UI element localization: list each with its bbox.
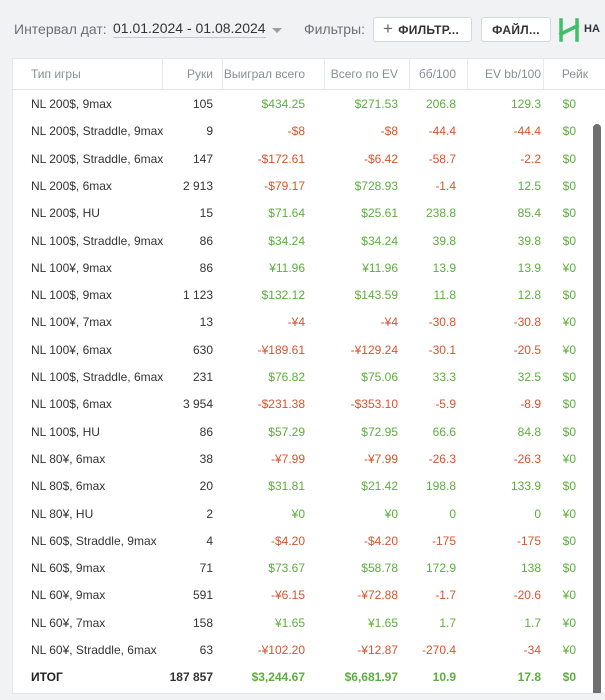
col-bb100-cell: 66.6 (432, 424, 456, 439)
col-game-type-cell: NL 60¥, Straddle, 6max (31, 643, 157, 657)
col-ev-bb100-cell: 85.4 (517, 206, 541, 221)
col-rake-cell: ¥0 (562, 451, 576, 466)
col-won-total-cell: $73.67 (268, 561, 305, 576)
col-bb100-cell: 13.9 (432, 260, 456, 275)
col-game-type-header[interactable]: Тип игры (31, 67, 81, 81)
add-filter-button[interactable] (373, 17, 472, 42)
col-rake-cell: $0 (562, 370, 576, 384)
col-ev-total-cell: $58.78 (361, 561, 398, 576)
col-game-type-cell: NL 100¥, 9max (31, 260, 112, 275)
col-bb100-cell: -5.9 (435, 397, 456, 412)
col-won-total-cell: -¥189.61 (257, 342, 305, 357)
col-game-type-cell: NL 60$, 9max (31, 561, 106, 576)
col-ev-total-cell: -¥4 (380, 315, 398, 330)
col-ev-total-cell: $728.93 (354, 178, 398, 193)
col-ev-bb100-cell: -26.3 (513, 451, 541, 466)
col-hands-cell: 13 (199, 315, 213, 330)
col-hands-cell: 15 (199, 206, 213, 221)
col-ev-bb100-cell: 84.8 (517, 424, 541, 439)
col-ev-total-header[interactable]: Всего по EV (330, 67, 398, 81)
col-game-type-cell: NL 60¥, 7max (31, 615, 106, 630)
col-hands-cell: 105 (192, 97, 213, 111)
col-game-type-cell: NL 100¥, 7max (31, 315, 112, 330)
col-hands-cell: 3 954 (182, 397, 213, 412)
col-game-type-cell: NL 200$, Straddle, 6max (31, 151, 164, 166)
col-bb100-cell: 39.8 (432, 233, 456, 248)
table-row[interactable] (13, 445, 605, 472)
col-bb100-cell: 10.9 (432, 670, 456, 685)
col-game-type-cell: NL 100$, Straddle, 9max (31, 233, 164, 248)
table-row[interactable] (13, 117, 605, 144)
col-ev-total-cell: $21.42 (361, 479, 398, 494)
col-won-total-cell: -$8 (287, 124, 305, 139)
col-ev-bb100-cell: 1.7 (524, 615, 541, 630)
col-ev-total-cell: ¥1.65 (367, 615, 398, 630)
col-hands-cell: 71 (199, 561, 213, 576)
col-hands-cell: 86 (199, 424, 213, 439)
col-bb100-cell: -30.8 (428, 315, 456, 330)
col-bb100-cell: 1.7 (439, 615, 456, 630)
table-total-row[interactable] (13, 663, 605, 690)
col-ev-total-cell: $271.53 (354, 97, 398, 111)
col-bb100-cell: -1.7 (435, 588, 456, 603)
col-hands-header[interactable]: Руки (187, 67, 213, 81)
filters-label: Фильтры: (304, 21, 365, 37)
table-row[interactable] (13, 636, 605, 663)
col-ev-bb100-cell: 133.9 (510, 479, 541, 494)
col-rake-cell: $0 (562, 178, 576, 193)
filter-bar (0, 0, 605, 58)
col-ev-bb100-cell: -20.6 (513, 588, 541, 603)
col-rake-cell: $0 (562, 288, 576, 303)
logo-text: НА (584, 23, 600, 35)
plus-icon: + (383, 18, 394, 38)
col-bb100-cell: 33.3 (432, 370, 456, 384)
col-won-total-cell: $71.64 (268, 206, 305, 221)
col-ev-total-cell: $72.95 (361, 424, 398, 439)
col-game-type-cell: NL 200$, HU (31, 206, 100, 221)
col-ev-bb100-cell: 12.8 (517, 288, 541, 303)
col-bb100-cell: -175 (431, 533, 456, 548)
col-ev-total-cell: -¥12.87 (357, 643, 398, 657)
col-bb100-cell: 172.9 (425, 561, 456, 576)
col-ev-bb100-cell: -2.2 (520, 151, 541, 166)
col-ev-total-cell: -$8 (380, 124, 398, 139)
app-logo-icon (558, 18, 580, 42)
table-row[interactable] (13, 90, 605, 117)
col-won-total-cell: $3,244.67 (251, 670, 305, 685)
header-separator (543, 59, 544, 89)
col-won-total-cell: -$231.38 (257, 397, 305, 412)
col-rake-cell: $0 (562, 533, 576, 548)
col-bb100-cell: -30.1 (428, 342, 456, 357)
header-separator (467, 59, 468, 89)
header-separator (409, 59, 410, 89)
col-game-type-cell: NL 80¥, 6max (31, 451, 106, 466)
col-game-type-cell: NL 100$, HU (31, 424, 100, 439)
col-hands-cell: 38 (199, 451, 213, 466)
col-ev-total-cell: -¥7.99 (363, 451, 398, 466)
col-won-total-cell: $434.25 (261, 97, 305, 111)
col-hands-cell: 9 (206, 124, 213, 139)
col-ev-bb100-cell: 129.3 (510, 97, 541, 111)
col-rake-cell: ¥0 (562, 506, 576, 521)
col-rake-cell: $0 (562, 97, 576, 111)
col-bb100-cell: -58.7 (428, 151, 456, 166)
col-rake-cell: ¥0 (562, 643, 576, 657)
table-row[interactable] (13, 254, 605, 281)
table-row[interactable] (13, 227, 605, 254)
col-ev-total-cell: -$6.42 (363, 151, 398, 166)
col-rake-cell: ¥0 (562, 342, 576, 357)
col-won-total-cell: ¥1.65 (274, 615, 305, 630)
table-row[interactable] (13, 145, 605, 172)
col-ev-bb100-cell: 32.5 (517, 370, 541, 384)
stats-table (12, 58, 605, 694)
col-rake-cell: $0 (562, 424, 576, 439)
col-rake-header[interactable]: Рейк (561, 67, 588, 81)
date-range-select[interactable] (113, 18, 282, 40)
col-hands-cell: 86 (199, 233, 213, 248)
col-won-total-cell: $76.82 (268, 370, 305, 384)
col-rake-cell: $0 (562, 206, 576, 221)
table-row[interactable] (13, 281, 605, 308)
col-ev-bb100-cell: 17.8 (517, 670, 541, 685)
col-ev-total-cell: $75.06 (361, 370, 398, 384)
col-rake-cell: $0 (562, 397, 576, 412)
col-ev-total-cell: -¥72.88 (357, 588, 398, 603)
col-bb100-cell: 0 (449, 506, 456, 521)
col-game-type-cell: NL 100$, 6max (31, 397, 112, 412)
col-bb100-cell: 198.8 (425, 479, 456, 494)
add-filter-label: ФИЛЬТР... (398, 22, 460, 37)
col-won-total-cell: $34.24 (268, 233, 305, 248)
vertical-scrollbar[interactable] (593, 124, 601, 694)
col-hands-cell: 2 (206, 506, 213, 521)
col-hands-cell: 2 913 (182, 178, 213, 193)
col-rake-cell: $0 (562, 561, 576, 576)
table-row[interactable] (13, 336, 605, 363)
col-ev-total-cell: -¥129.24 (350, 342, 398, 357)
col-rake-cell: $0 (562, 670, 576, 685)
header-separator (324, 59, 325, 89)
table-row[interactable] (13, 308, 605, 335)
col-game-type-cell: NL 80¥, HU (31, 506, 94, 521)
col-won-total-cell: ¥11.96 (269, 260, 305, 275)
col-ev-bb100-cell: -30.8 (513, 315, 541, 330)
table-row[interactable] (13, 390, 605, 417)
table-row[interactable] (13, 554, 605, 581)
col-hands-cell: 187 857 (169, 670, 213, 685)
col-bb100-cell: -270.4 (421, 643, 456, 657)
file-button-label: ФАЙЛ... (492, 22, 540, 37)
col-bb100-cell: -44.4 (428, 124, 456, 139)
col-ev-bb100-cell: 39.8 (517, 233, 541, 248)
col-ev-total-cell: $34.24 (361, 233, 398, 248)
col-bb100-cell: -1.4 (435, 178, 456, 193)
col-game-type-cell: NL 200$, 6max (31, 178, 112, 193)
col-hands-cell: 20 (199, 479, 213, 494)
col-ev-total-cell: -$4.20 (363, 533, 398, 548)
col-game-type-cell: NL 200$, Straddle, 9max (31, 124, 164, 139)
col-ev-total-cell: ¥11.96 (362, 260, 398, 275)
col-game-type-cell: ИТОГ (31, 670, 63, 685)
col-game-type-cell: NL 60$, Straddle, 9max (31, 533, 157, 548)
table-row[interactable] (13, 472, 605, 499)
col-bb100-cell: 206.8 (425, 97, 456, 111)
file-button[interactable] (481, 17, 551, 42)
col-ev-total-cell: $25.61 (361, 206, 398, 221)
col-game-type-cell: NL 200$, 9max (31, 97, 112, 111)
col-won-total-cell: $57.29 (268, 424, 305, 439)
table-row[interactable] (13, 527, 605, 554)
col-hands-cell: 63 (199, 643, 213, 657)
col-won-total-cell: -¥102.20 (257, 643, 305, 657)
table-header (13, 59, 605, 90)
col-rake-cell: $0 (562, 479, 576, 494)
col-ev-total-cell: $6,681.97 (344, 670, 398, 685)
col-bb100-header[interactable]: бб/100 (418, 67, 456, 81)
col-hands-cell: 591 (192, 588, 213, 603)
col-ev-bb100-cell: 0 (534, 506, 541, 521)
col-won-total-cell: $132.12 (261, 288, 305, 303)
col-won-total-cell: -$172.61 (257, 151, 305, 166)
col-won-total-cell: $31.81 (268, 479, 305, 494)
col-hands-cell: 147 (192, 151, 213, 166)
table-row[interactable] (13, 363, 605, 390)
table-row[interactable] (13, 581, 605, 608)
col-ev-bb100-cell: 13.9 (517, 260, 541, 275)
col-won-total-cell: -$79.17 (264, 178, 305, 193)
col-rake-cell: $0 (562, 151, 576, 166)
col-ev-bb100-cell: 138 (520, 561, 541, 576)
col-hands-cell: 86 (199, 260, 213, 275)
col-rake-cell: ¥0 (562, 588, 576, 603)
col-ev-total-cell: -$353.10 (350, 397, 398, 412)
col-rake-cell: ¥0 (562, 615, 576, 630)
col-ev-bb100-header[interactable]: EV bb/100 (484, 67, 541, 81)
col-won-total-cell: -¥4 (287, 315, 305, 330)
col-ev-total-cell: ¥0 (384, 506, 398, 521)
col-bb100-cell: -26.3 (428, 451, 456, 466)
col-won-total-cell: -$4.20 (270, 533, 305, 548)
table-row[interactable] (13, 609, 605, 636)
col-game-type-cell: NL 80$, 6max (31, 479, 106, 494)
chevron-down-icon (272, 28, 282, 33)
col-ev-bb100-cell: -20.5 (513, 342, 541, 357)
col-hands-cell: 630 (192, 342, 213, 357)
date-range-value: 01.01.2024 - 01.08.2024 (113, 20, 266, 36)
col-won-total-cell: -¥7.99 (270, 451, 305, 466)
col-hands-cell: 4 (206, 533, 213, 548)
table-row[interactable] (13, 172, 605, 199)
col-rake-cell: $0 (562, 124, 576, 139)
col-ev-total-cell: $143.59 (354, 288, 398, 303)
col-hands-cell: 1 123 (182, 288, 213, 303)
col-ev-bb100-cell: 12.5 (517, 178, 541, 193)
col-won-total-cell: ¥0 (291, 506, 305, 521)
col-rake-cell: $0 (562, 233, 576, 248)
header-separator (222, 59, 223, 89)
col-ev-bb100-cell: -44.4 (513, 124, 541, 139)
col-hands-cell: 231 (192, 370, 213, 384)
col-bb100-cell: 11.8 (433, 288, 456, 303)
col-won-total-header[interactable]: Выиграл всего (223, 67, 305, 81)
col-game-type-cell: NL 100¥, 6max (31, 342, 112, 357)
col-ev-bb100-cell: -34 (523, 643, 541, 657)
col-game-type-cell: NL 60¥, 9max (31, 588, 106, 603)
col-hands-cell: 158 (192, 615, 213, 630)
col-bb100-cell: 238.8 (425, 206, 456, 221)
col-ev-bb100-cell: -8.9 (520, 397, 541, 412)
col-ev-bb100-cell: -175 (516, 533, 541, 548)
col-rake-cell: ¥0 (562, 315, 576, 330)
col-game-type-cell: NL 100$, 9max (31, 288, 112, 303)
table-row[interactable] (13, 199, 605, 226)
col-won-total-cell: -¥6.15 (270, 588, 305, 603)
col-rake-cell: ¥0 (562, 260, 576, 275)
col-game-type-cell: NL 100$, Straddle, 6max (31, 370, 164, 384)
date-interval-label: Интервал дат: (14, 21, 107, 37)
table-row[interactable] (13, 500, 605, 527)
table-row[interactable] (13, 418, 605, 445)
header-separator (162, 59, 163, 89)
